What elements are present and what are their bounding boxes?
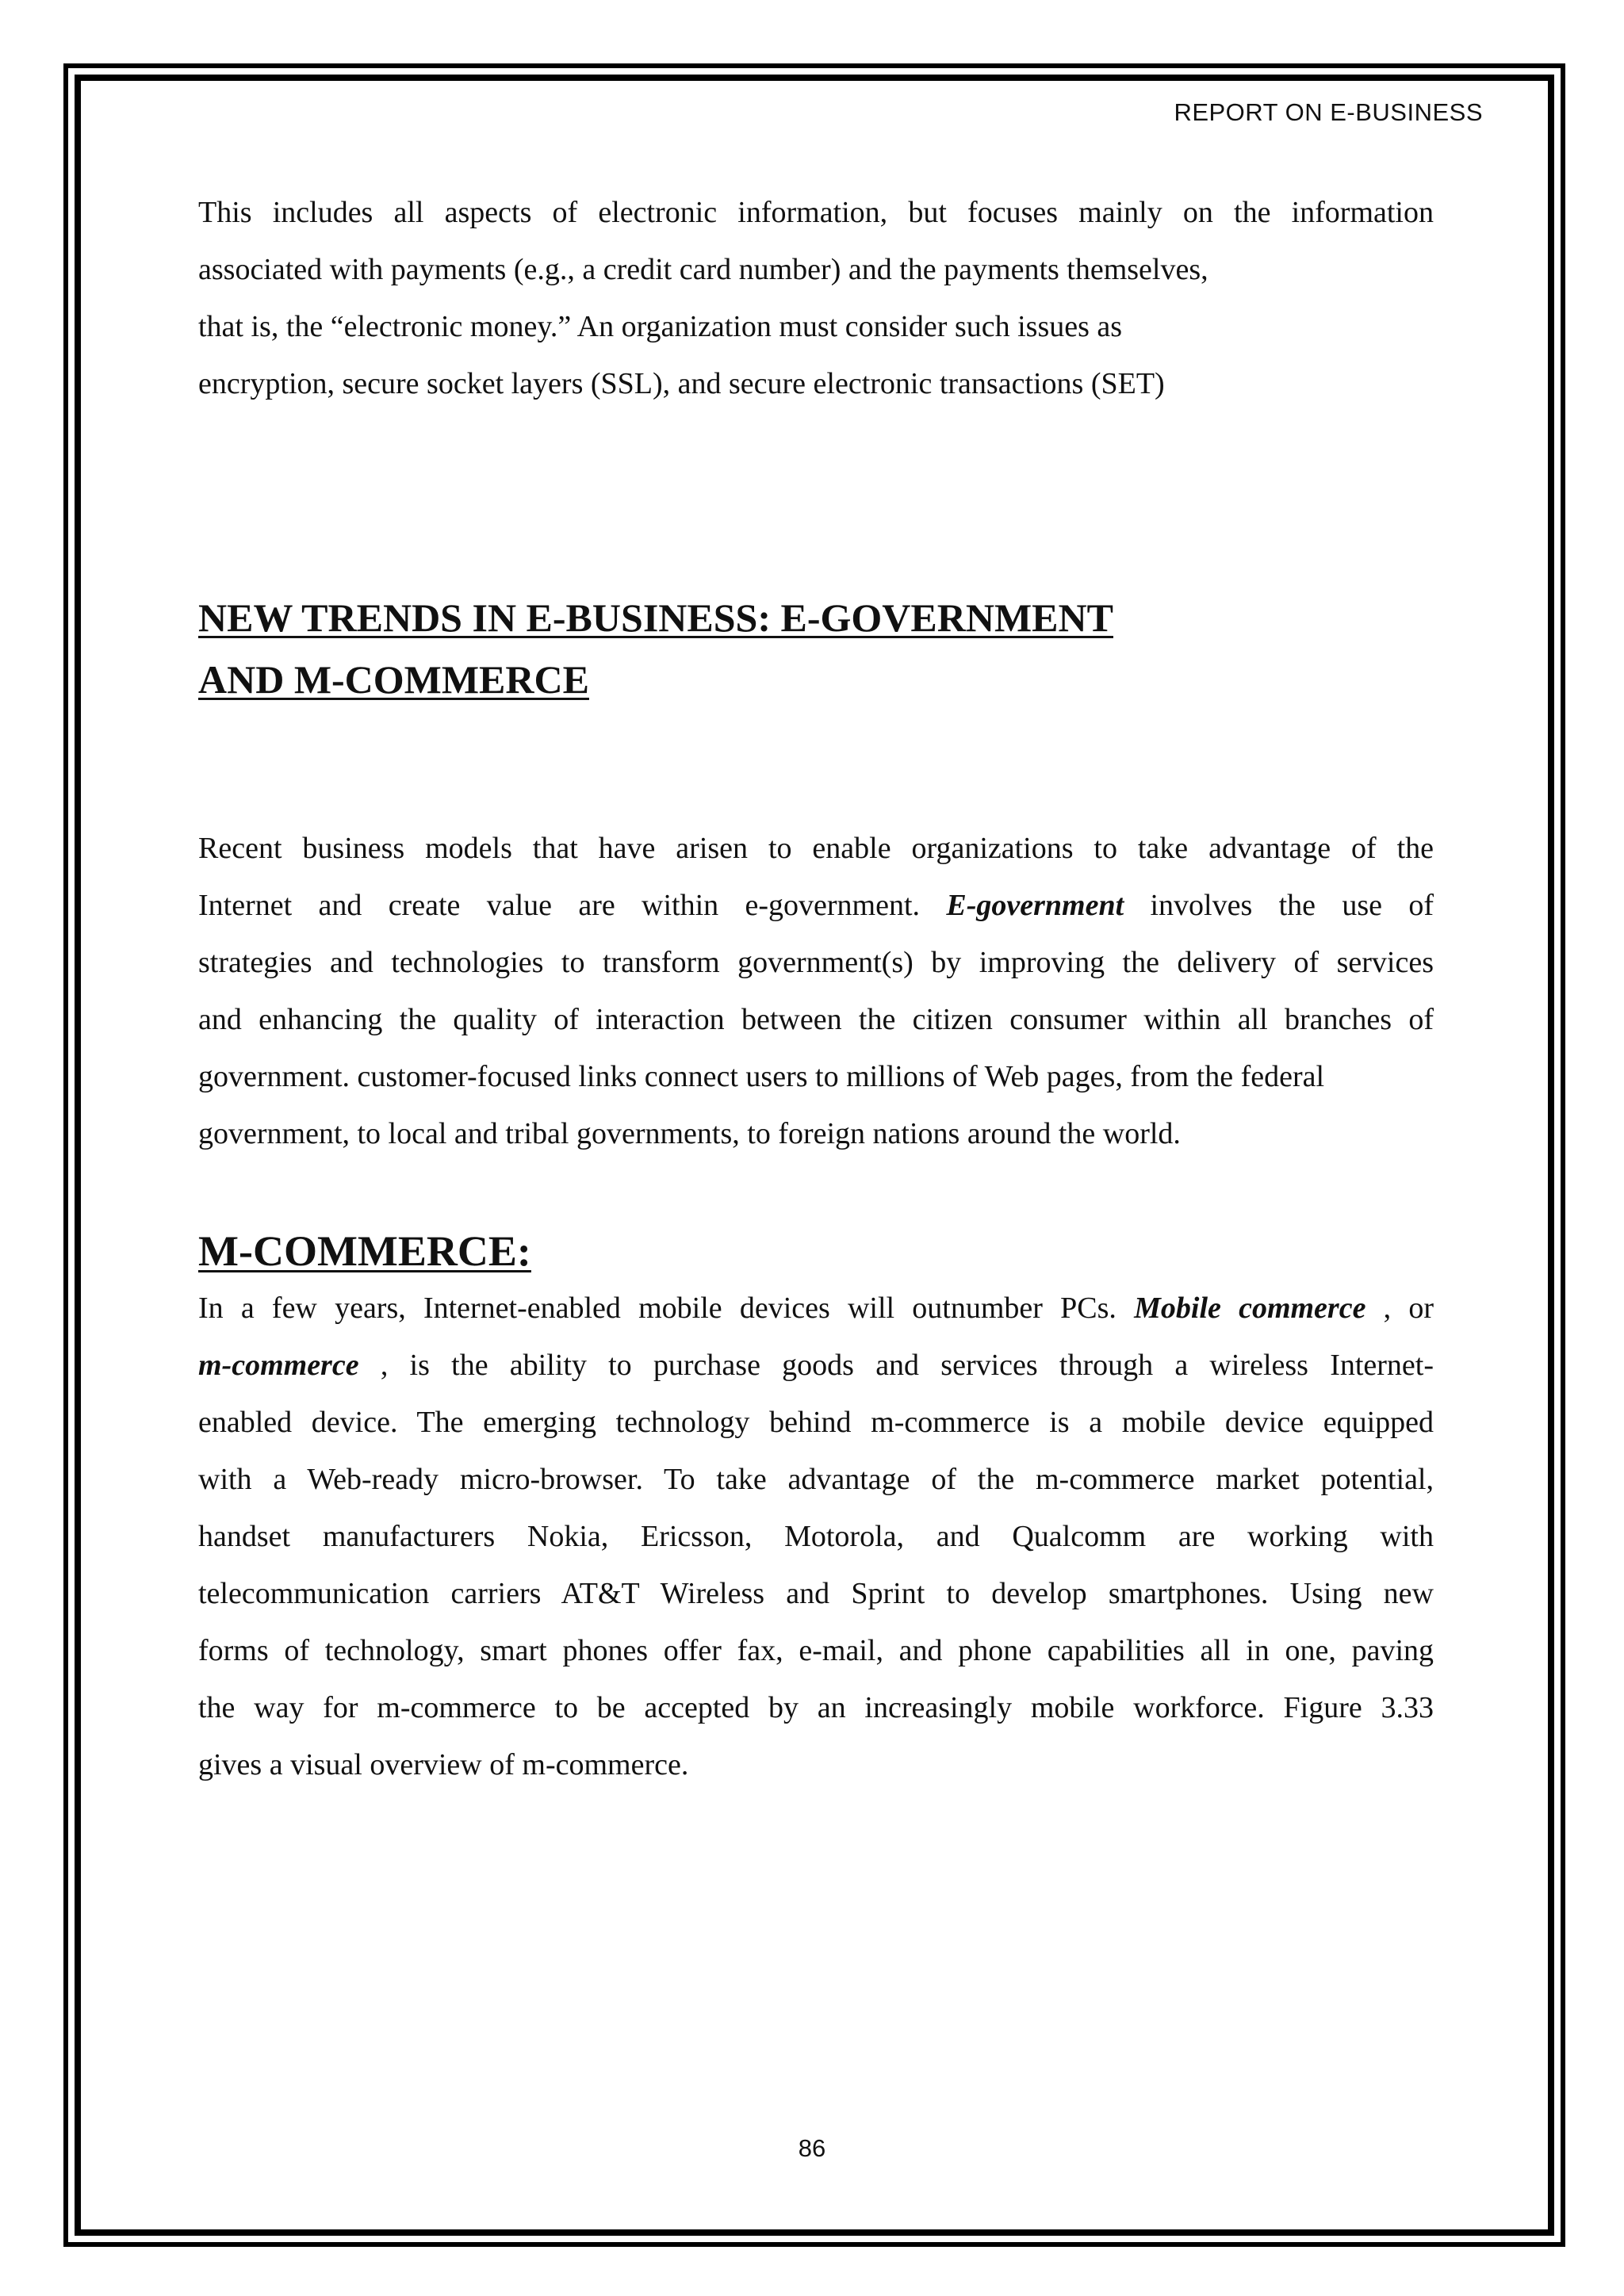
page-number: 86: [798, 2134, 826, 2162]
mcommerce-line: with a Web-ready micro-browser. To take advantage of the m-commerce market potential,: [198, 1463, 1434, 1496]
heading-line: NEW TRENDS IN E-BUSINESS: E-GOVERNMENT: [198, 595, 1113, 640]
heading-line: AND M-COMMERCE: [198, 657, 589, 702]
text-run: , or: [1383, 1292, 1434, 1325]
trends-line: government. customer-focused links connect users to millions of Web pages, from the federal: [198, 1060, 1325, 1093]
text-run: In a few years, Internet-enabled mobile devices will outnumber PCs.: [198, 1292, 1116, 1325]
text-run: involves the use of: [1150, 889, 1434, 922]
term-mobile-commerce: Mobile commerce: [1134, 1292, 1366, 1325]
trends-line: Recent business models that have arisen to enable organizations to take advantage of the: [198, 832, 1434, 865]
trends-line: strategies and technologies to transform government(s) by improving the delivery of services: [198, 946, 1434, 979]
term-m-commerce: m-commerce: [198, 1349, 359, 1382]
mcommerce-line: forms of technology, smart phones offer fax, e-mail, and phone capabilities all in one, paving: [198, 1634, 1434, 1667]
intro-line: that is, the “electronic money.” An organization must consider such issues as: [198, 310, 1123, 343]
term-e-government: E-government: [946, 889, 1124, 922]
intro-line: encryption, secure socket layers (SSL), and secure electronic transactions (SET): [198, 367, 1165, 400]
intro-paragraph: [198, 184, 1434, 412]
trends-line: [198, 877, 1434, 934]
mcommerce-line: the way for m-commerce to be accepted by an increasingly mobile workforce. Figure 3.33: [198, 1691, 1434, 1724]
mcommerce-line: [198, 1280, 1434, 1337]
trends-line: and enhancing the quality of interaction between the citizen consumer within all branches of: [198, 1003, 1434, 1036]
mcommerce-line: gives a visual overview of m-commerce.: [198, 1748, 689, 1781]
mcommerce-paragraph: [198, 1280, 1434, 1793]
section-heading-new-trends: [198, 587, 1434, 710]
mcommerce-line: handset manufacturers Nokia, Ericsson, Motorola, and Qualcomm are working with: [198, 1520, 1434, 1553]
text-run: , is the ability to purchase goods and services through a wireless Internet-: [380, 1349, 1434, 1382]
text-run: Internet and create value are within e-government.: [198, 889, 921, 922]
mcommerce-line: enabled device. The emerging technology behind m-commerce is a mobile device equipped: [198, 1406, 1434, 1439]
intro-line: This includes all aspects of electronic information, but focuses mainly on the information: [198, 196, 1434, 229]
section-heading-m-commerce: M-COMMERCE:: [198, 1227, 531, 1275]
mcommerce-line: [198, 1337, 1434, 1394]
page-content: [198, 184, 1434, 1793]
running-header: REPORT ON E-BUSINESS: [1174, 98, 1483, 126]
mcommerce-line: telecommunication carriers AT&T Wireless and Sprint to develop smartphones. Using new: [198, 1577, 1434, 1610]
trends-paragraph: [198, 820, 1434, 1162]
trends-line: government, to local and tribal governments, to foreign nations around the world.: [198, 1117, 1181, 1150]
intro-line: associated with payments (e.g., a credit card number) and the payments themselves,: [198, 253, 1208, 286]
